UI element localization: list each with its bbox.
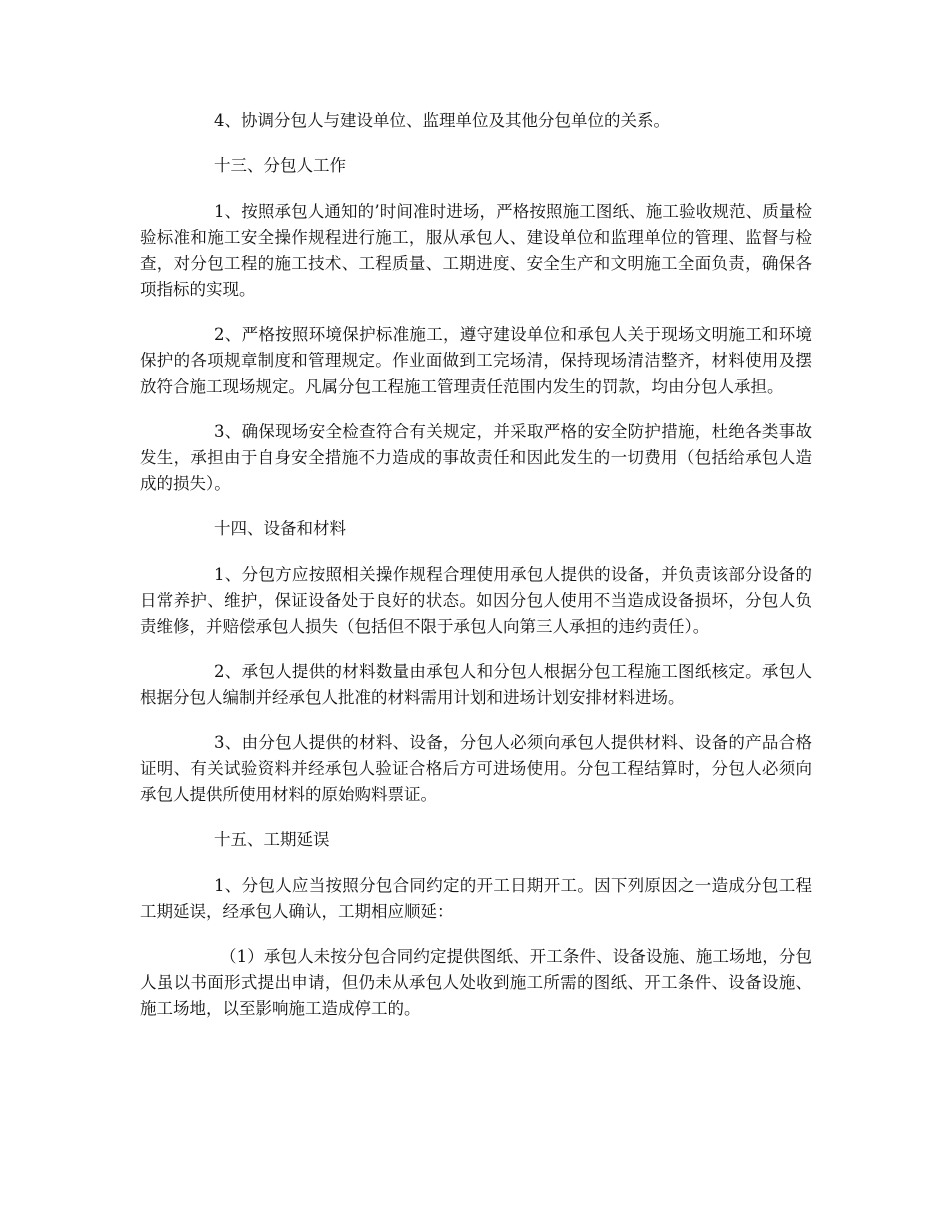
paragraph-14-1: 1、分包方应按照相关操作规程合理使用承包人提供的设备，并负责该部分设备的日常养护、维护，保证设备处于良好的状态。如因分包人使用不当造成设备损坏，分包人负责维修，并赔偿承包人损失（包括但不限于承包人向第三人承担的违约责任）。 <box>140 565 812 636</box>
paragraph-13-3: 3、确保现场安全检查符合有关规定，并采取严格的安全防护措施，杜绝各类事故发生，承担由于自身安全措施不力造成的事故责任和因此发生的一切费用（包括给承包人造成的损失）。 <box>140 422 812 493</box>
paragraph-14-2: 2、承包人提供的材料数量由承包人和分包人根据分包工程施工图纸核定。承包人根据分包人编制并经承包人批准的材料需用计划和进场计划安排材料进场。 <box>140 662 812 707</box>
paragraph-13-2: 2、严格按照环境保护标准施工，遵守建设单位和承包人关于现场文明施工和环境保护的各项规章制度和管理规定。作业面做到工完场清，保持现场清洁整齐，材料使用及摆放符合施工现场规定。凡属分包工程施工管理责任范围内发生的罚款，均由分包人承担。 <box>140 325 812 396</box>
section-heading-13: 十三、分包人工作 <box>214 156 346 175</box>
paragraph-15-1-item-1: （1）承包人未按分包合同约定提供图纸、开工条件、设备设施、施工场地，分包人虽以书面形式提出申请，但仍未从承包人处收到施工所需的图纸、开工条件、设备设施、施工场地，以至影响施工造成停工的。 <box>140 947 812 1018</box>
section-heading-14: 十四、设备和材料 <box>214 519 346 538</box>
section-heading-15: 十五、工期延误 <box>214 830 330 849</box>
paragraph-15-1: 1、分包人应当按照分包合同约定的开工日期开工。因下列原因之一造成分包工程工期延误，经承包人确认，工期相应顺延： <box>140 876 812 921</box>
paragraph-14-3: 3、由分包人提供的材料、设备，分包人必须向承包人提供材料、设备的产品合格证明、有关试验资料并经承包人验证合格后方可进场使用。分包工程结算时，分包人必须向承包人提供所使用材料的原始购料票证。 <box>140 733 812 804</box>
paragraph-13-1: 1、按照承包人通知的’时间准时进场，严格按照施工图纸、施工验收规范、质量检验标准和施工安全操作规程进行施工，服从承包人、建设单位和监理单位的管理、监督与检查，对分包工程的施工技术、工程质量、工期进度、安全生产和文明施工全面负责，确保各项指标的实现。 <box>140 202 812 299</box>
paragraph-coordinate-relations: 4、协调分包人与建设单位、监理单位及其他分包单位的关系。 <box>214 111 670 130</box>
document-body <box>140 108 812 1041</box>
